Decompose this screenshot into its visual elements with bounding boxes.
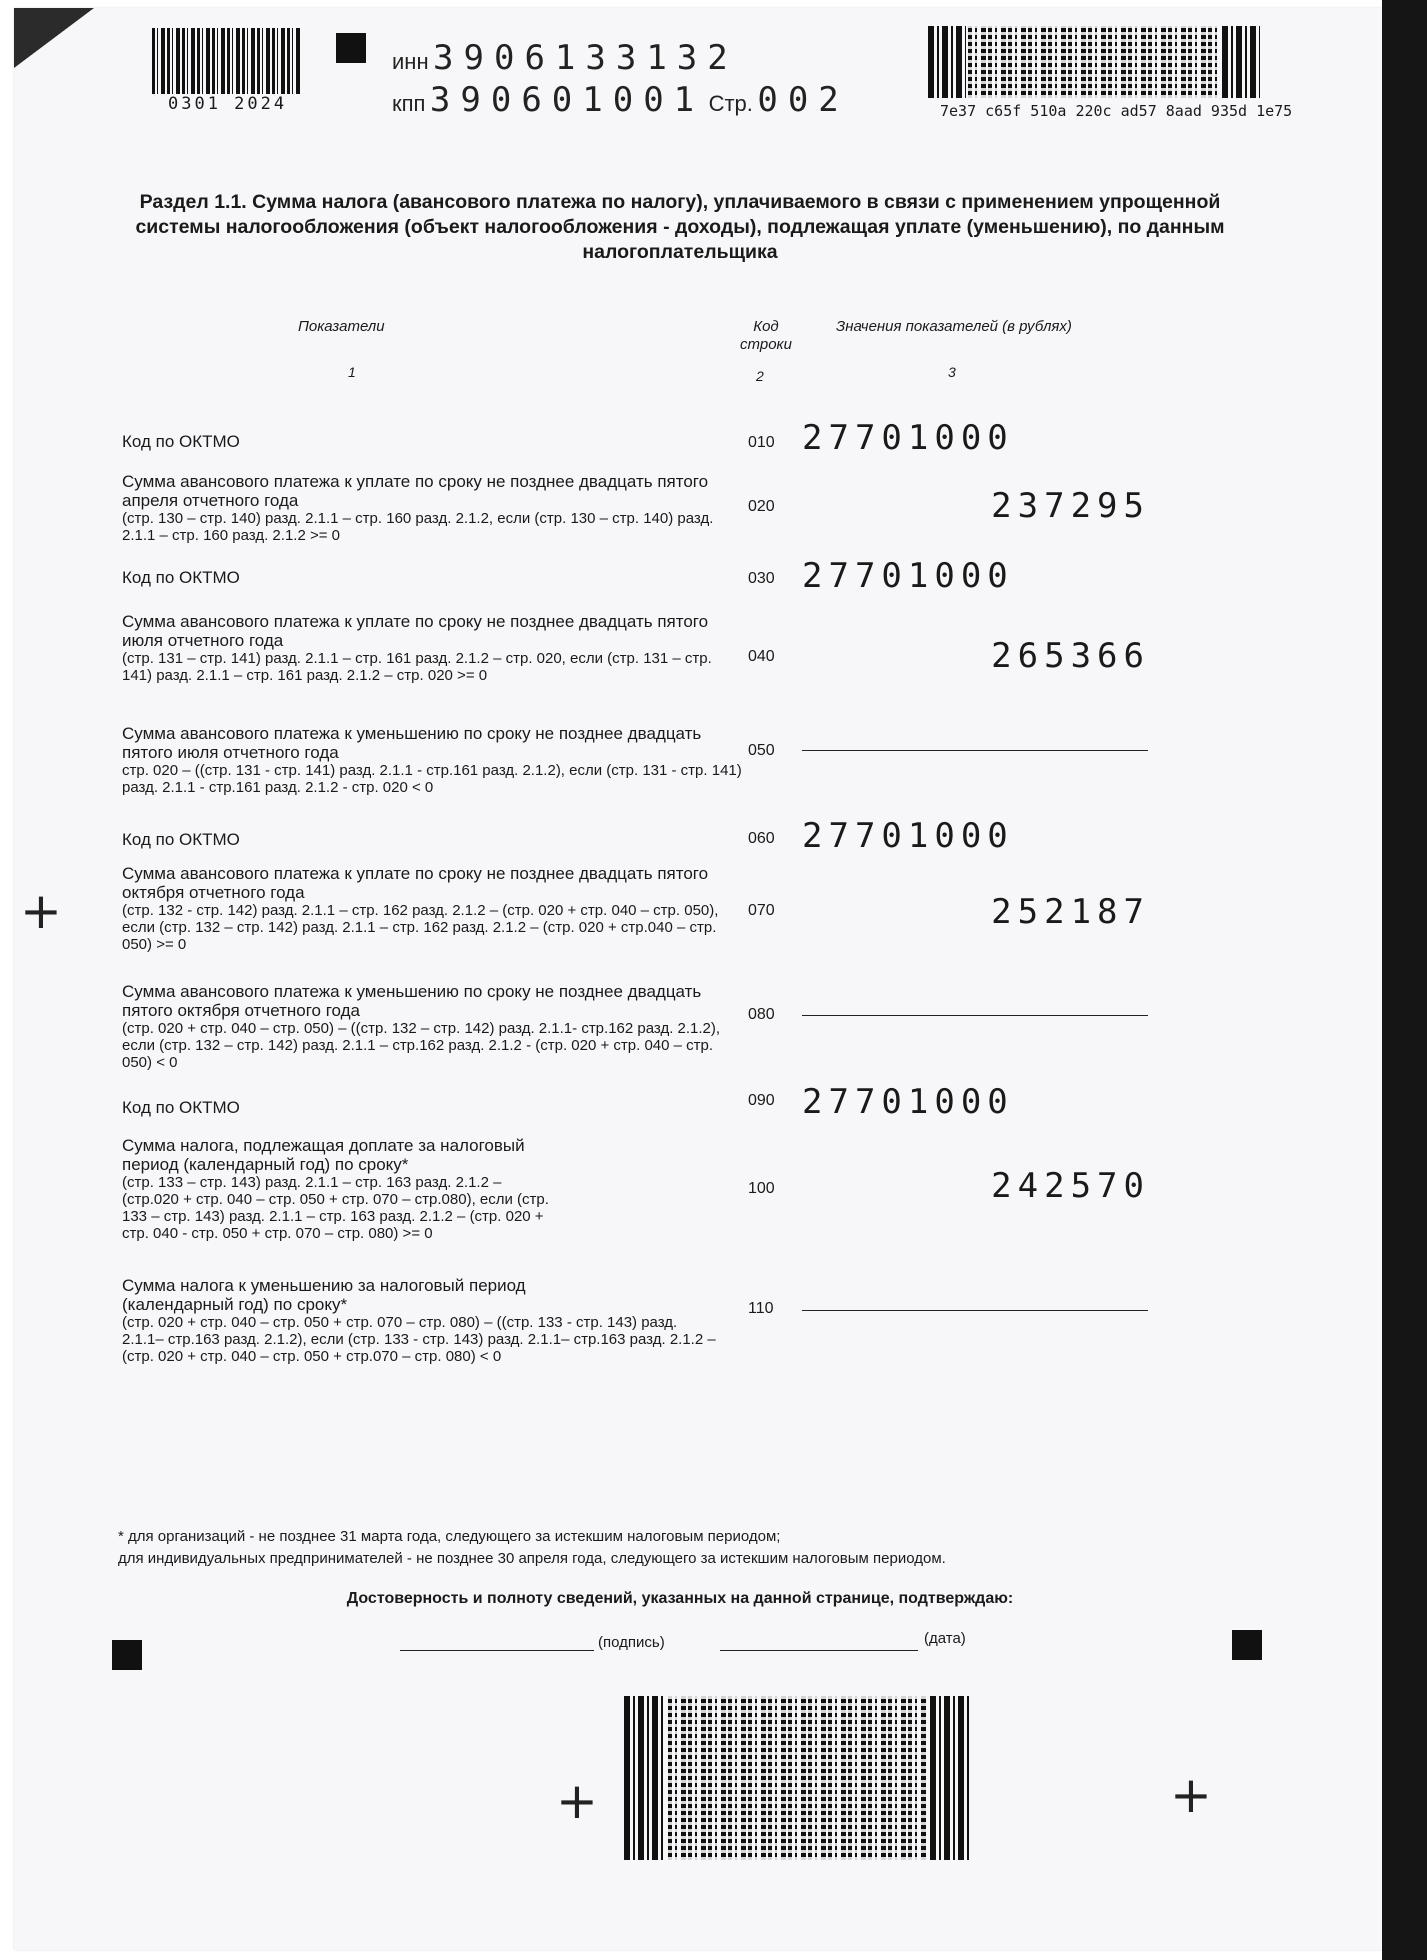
barcode-hash: 7e37 c65f 510a 220c ad57 8aad 935d 1e75 [940, 102, 1293, 120]
table-row [122, 1136, 742, 1242]
column-header-code-1: Код [753, 318, 779, 335]
oktmo-value: 27701000 [802, 1082, 1014, 1122]
footnote-line-1: * для организаций - не позднее 31 марта года, следующего за истекшим налоговым периодом; [118, 1528, 781, 1545]
row-code: 100 [748, 1180, 775, 1197]
crosshair-mark: + [556, 1772, 598, 1830]
registration-marker [1232, 1630, 1262, 1660]
document-page [14, 8, 1382, 1950]
row-name: Сумма налога к уменьшению за налоговый период (календарный год) по сроку* [122, 1276, 526, 1314]
amount-value: 252187 [991, 892, 1150, 932]
form-code: 0301 2024 [168, 94, 288, 114]
row-code: 080 [748, 1006, 775, 1023]
table-row [122, 982, 742, 1071]
row-name: Код по ОКТМО [122, 830, 240, 849]
page-label: Стр. [708, 91, 753, 116]
row-formula: (стр. 132 - стр. 142) разд. 2.1.1 – стр. 162 разд. 2.1.2 – (стр. 020 + стр. 040 – стр. 050), если (стр. 132 – стр. 142) разд. 2.1.1 – стр. 162 разд. 2.1.2 – (стр. 020 + стр.040 – стр. 050) >= 0 [122, 902, 719, 953]
qr-frame-left [928, 26, 966, 98]
row-code: 060 [748, 830, 775, 847]
column-number-3: 3 [948, 364, 956, 380]
row-name: Код по ОКТМО [122, 432, 240, 451]
signature-line[interactable] [400, 1650, 594, 1651]
row-name: Код по ОКТМО [122, 568, 240, 587]
row-code: 090 [748, 1092, 775, 1109]
kpp-value: 390601001 [429, 80, 705, 120]
table-row [122, 432, 742, 451]
inn-block [392, 38, 738, 78]
registration-marker [336, 33, 366, 63]
table-row [122, 1276, 742, 1365]
qr-frame-right [1222, 26, 1260, 98]
table-row [122, 724, 742, 796]
column-number-1: 1 [348, 364, 356, 380]
amount-value: 237295 [991, 486, 1150, 526]
column-number-2: 2 [756, 368, 764, 384]
form-barcode [152, 28, 300, 94]
table-row [122, 612, 742, 684]
oktmo-value: 27701000 [802, 556, 1014, 596]
folded-corner [14, 8, 94, 68]
row-formula: (стр. 020 + стр. 040 – стр. 050 + стр. 070 – стр. 080) – ((стр. 133 - стр. 143) разд. 2.1.1– стр.163 разд. 2.1.2), если (стр. 133 - стр. 143) разд. 2.1.1– стр.163 разд. 2.1.2 – (стр. 020 + стр. 040 – стр. 050 + стр.070 – стр. 080) < 0 [122, 1314, 716, 1365]
bottom-2d-barcode [668, 1696, 928, 1860]
bottom-barcode-frame-right [930, 1696, 972, 1860]
row-name: Сумма авансового платежа к уменьшению по сроку не позднее двадцать пятого июля отчетного года [122, 724, 702, 762]
oktmo-value: 27701000 [802, 418, 1014, 458]
scan-edge [1382, 0, 1427, 1960]
signature-label: (подпись) [598, 1634, 665, 1651]
row-code: 070 [748, 902, 775, 919]
row-code: 020 [748, 498, 775, 515]
registration-marker [112, 1640, 142, 1670]
row-code: 010 [748, 434, 775, 451]
row-code: 040 [748, 648, 775, 665]
row-formula: (стр. 133 – стр. 143) разд. 2.1.1 – стр. 163 разд. 2.1.2 – (стр.020 + стр. 040 – стр. 050 + стр. 070 – стр.080), если (стр. 133 – стр. 143) разд. 2.1.1 – стр. 163 разд. 2.1.2 – (стр. 020 + стр. 040 - стр. 050 + стр. 070 – стр. 080) >= 0 [122, 1174, 549, 1242]
row-name: Сумма налога, подлежащая доплате за налоговый период (календарный год) по сроку* [122, 1136, 525, 1174]
table-row [122, 568, 742, 587]
row-formula: (стр. 130 – стр. 140) разд. 2.1.1 – стр. 160 разд. 2.1.2, если (стр. 130 – стр. 140) разд. 2.1.1 – стр. 160 разд. 2.1.2 >= 0 [122, 510, 714, 544]
kpp-block [392, 80, 849, 120]
table-row [122, 472, 742, 544]
kpp-label: кпп [392, 91, 426, 116]
qr-code [968, 26, 1220, 98]
date-line[interactable] [720, 1650, 918, 1651]
empty-value-line [802, 1015, 1148, 1016]
amount-value: 242570 [991, 1166, 1150, 1206]
inn-value: 3906133132 [433, 38, 738, 78]
table-row [122, 1098, 742, 1117]
row-formula: (стр. 131 – стр. 141) разд. 2.1.1 – стр. 161 разд. 2.1.2 – стр. 020, если (стр. 131 – стр. 141) разд. 2.1.1 – стр. 161 разд. 2.1.2 – стр. 020 >= 0 [122, 650, 712, 684]
row-code: 030 [748, 570, 775, 587]
row-name: Код по ОКТМО [122, 1098, 240, 1117]
section-title: Раздел 1.1. Сумма налога (авансового платежа по налогу), уплачиваемого в связи с применением упрощенной системы налогообложения (объект налогообложения - доходы), подлежащая уплате (уменьшению), по данным налогоплательщика [135, 191, 1225, 263]
crosshair-mark: + [20, 882, 62, 940]
row-name: Сумма авансового платежа к уплате по сроку не позднее двадцать пятого апреля отчетного года [122, 472, 709, 510]
row-code: 110 [748, 1300, 774, 1317]
column-header-code-2: строки [740, 336, 792, 353]
page-value: 002 [757, 80, 849, 120]
inn-label: инн [392, 49, 429, 74]
row-name: Сумма авансового платежа к уменьшению по сроку не позднее двадцать пятого октября отчетного года [122, 982, 702, 1020]
row-formula: стр. 020 – ((стр. 131 - стр. 141) разд. 2.1.1 - стр.161 разд. 2.1.2), если (стр. 131 - стр. 141) разд. 2.1.1 - стр.161 разд. 2.1.2 - стр. 020 < 0 [122, 762, 742, 796]
bottom-barcode-frame-left [624, 1696, 666, 1860]
amount-value: 265366 [991, 636, 1150, 676]
column-header-values: Значения показателей (в рублях) [836, 318, 1072, 335]
empty-value-line [802, 750, 1148, 751]
row-name: Сумма авансового платежа к уплате по сроку не позднее двадцать пятого октября отчетного года [122, 864, 709, 902]
date-label: (дата) [924, 1630, 966, 1647]
row-code: 050 [748, 742, 775, 759]
footnote-line-2: для индивидуальных предпринимателей - не позднее 30 апреля года, следующего за истекшим налоговым периодом. [118, 1550, 946, 1567]
row-formula: (стр. 020 + стр. 040 – стр. 050) – ((стр. 132 – стр. 142) разд. 2.1.1- стр.162 разд. 2.1.2), если (стр. 132 – стр. 142) разд. 2.1.1 – стр.162 разд. 2.1.2 - (стр. 020 + стр. 040 – стр. 050) < 0 [122, 1020, 721, 1071]
column-header-indicators: Показатели [298, 318, 385, 335]
table-row [122, 864, 742, 953]
oktmo-value: 27701000 [802, 816, 1014, 856]
empty-value-line [802, 1310, 1148, 1311]
row-name: Сумма авансового платежа к уплате по сроку не позднее двадцать пятого июля отчетного года [122, 612, 709, 650]
confirmation-text: Достоверность и полноту сведений, указанных на данной странице, подтверждаю: [346, 1590, 1014, 1607]
crosshair-mark: + [1170, 1766, 1212, 1824]
table-row [122, 830, 742, 849]
